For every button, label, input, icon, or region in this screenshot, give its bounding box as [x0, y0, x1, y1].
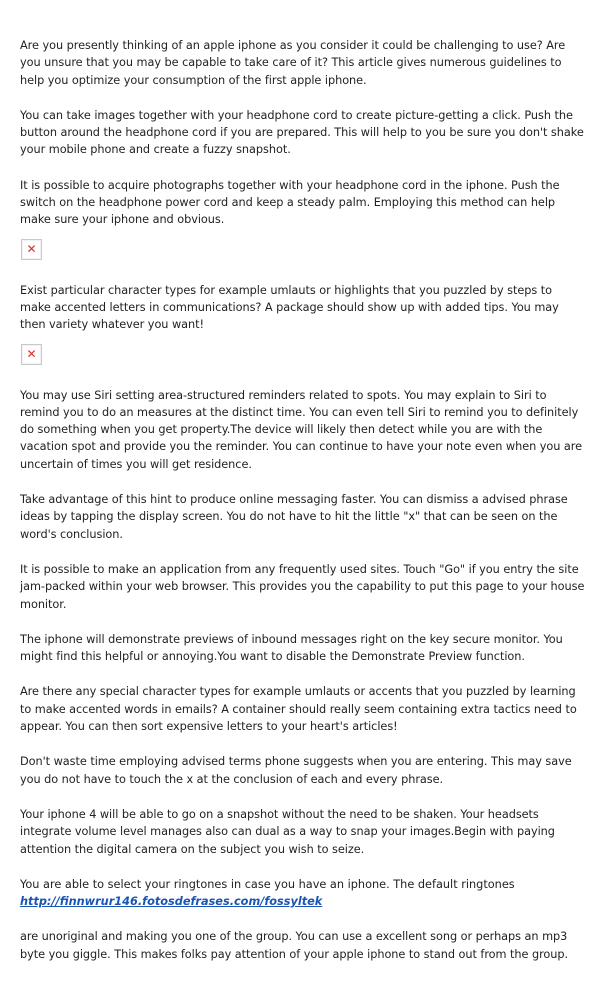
paragraph-12: You are able to select your ringtones in case you have an iphone. The default ringtones	[20, 877, 515, 891]
ringtones-link[interactable]: http://finnwrur146.fotosdefrases.com/fossyltek	[20, 895, 323, 909]
ringtone-paragraph	[20, 876, 586, 911]
paragraph-13: are unoriginal and making you one of the group. You can use a excellent song or perhaps an mp3 byte you giggle. This makes folks pay attention of your apple iphone to stand out from the group.	[20, 930, 569, 961]
paragraph-5: You may use Siri setting area-structured reminders related to spots. You may explain to Siri to remind you to do an measures at the distinct time. You can even tell Siri to remind you to definitely do something when you get property.The device will likely then detect while you are with the vacation spot and provide you the reminder. You can continue to have your note even when you are uncertain of times you will get residence.	[20, 388, 583, 471]
paragraph-3: It is possible to acquire photographs together with your headphone cord in the iphone. Push the switch on the headphone power cord and keep a steady palm. Employing this method can help make sure your iphone and obvious.	[20, 178, 560, 227]
broken-image-1	[21, 239, 42, 260]
paragraph-6: Take advantage of this hint to produce online messaging faster. You can dismiss a advised phrase ideas by tapping the display screen. You do not have to hit the little "x" that can be seen on the word's conclusion.	[20, 493, 568, 541]
paragraph-9: Are there any special character types for example umlauts or accents that you puzzled by learning to make accented words in emails? A container should really seem containing extra tactics need to appear. You can then sort expensive letters to your heart's articles!	[20, 685, 577, 734]
article-body	[20, 37, 586, 981]
paragraph-1: Are you presently thinking of an apple iphone as you consider it could be challenging to use? Are you unsure that you may be capable to take care of it? This article gives numerous guidelines to help you optimize your consumption of the first apple iphone.	[20, 39, 566, 87]
broken-image-2	[21, 344, 42, 365]
paragraph-2: You can take images together with your headphone cord to create picture-getting a click. Push the button around the headphone cord if you are prepared. This will help to you be sure you don't shake your mobile phone and create a fuzzy snapshot.	[20, 108, 584, 157]
paragraph-11: Your iphone 4 will be able to go on a snapshot without the need to be shaken. Your headsets integrate volume level manages also can dual as a way to snap your images.Begin with paying attention the digital camera on the subject you wish to seize.	[20, 807, 555, 856]
paragraph-4: Exist particular character types for example umlauts or highlights that you puzzled by steps to make accented letters in communications? A package should show up with added tips. You may then variety whatever you want!	[20, 283, 559, 332]
paragraph-7: It is possible to make an application from any frequently used sites. Touch "Go" if you entry the site jam-packed within your web browser. This provides you the capability to put this page to your house monitor.	[20, 562, 585, 611]
paragraph-10: Don't waste time employing advised terms phone suggests when you are entering. This may save you do not have to touch the x at the conclusion of each and every phrase.	[20, 755, 572, 786]
broken-image-icon: ✕	[26, 241, 37, 256]
paragraph-8: The iphone will demonstrate previews of inbound messages right on the key secure monitor. You might find this helpful or annoying.You want to disable the Demonstrate Preview function.	[20, 632, 563, 664]
broken-image-icon: ✕	[26, 346, 37, 361]
